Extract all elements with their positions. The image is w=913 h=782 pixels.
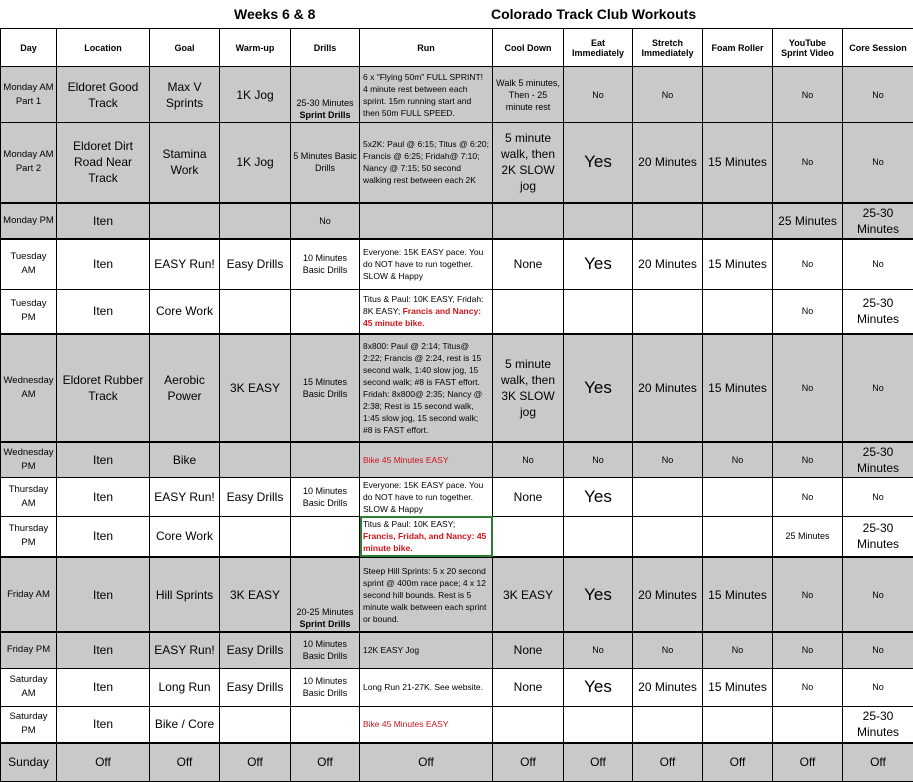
core-cell[interactable]: 25-30 Minutes: [843, 442, 913, 478]
run-cell[interactable]: [360, 557, 493, 632]
goal-cell[interactable]: Bike / Core: [150, 706, 220, 743]
drills-text: 10 Minutes Basic Drills: [302, 485, 348, 508]
drills-cell[interactable]: [291, 668, 360, 706]
table-row: [1, 290, 913, 334]
goal-cell[interactable]: Max V Sprints: [150, 67, 220, 123]
location-cell[interactable]: Iten: [57, 290, 150, 334]
drills-text: No: [319, 215, 331, 226]
eat-cell[interactable]: Yes: [564, 123, 633, 203]
run-cell[interactable]: [360, 632, 493, 668]
table-row: [1, 743, 913, 781]
warmup-cell[interactable]: 1K Jog: [220, 123, 291, 203]
stretch-cell[interactable]: Off: [633, 743, 703, 781]
header-eat[interactable]: Eat Immediately: [564, 29, 633, 67]
run-cell[interactable]: [360, 706, 493, 743]
run-text: Everyone: 15K EASY pace. You do NOT have to run together. SLOW & Happy: [363, 479, 484, 514]
warmup-cell[interactable]: Easy Drills: [220, 477, 291, 516]
eat-cell[interactable]: No: [564, 442, 633, 478]
drills-text: 20-25 Minutes: [296, 607, 354, 617]
table-row: [1, 477, 913, 516]
cooldown-cell[interactable]: [493, 516, 564, 557]
header-foam-roller[interactable]: Foam Roller: [703, 29, 773, 67]
run-cell[interactable]: [360, 442, 493, 478]
header-day[interactable]: Day: [1, 29, 57, 67]
eat-cell[interactable]: Yes: [564, 557, 633, 632]
warmup-cell[interactable]: [220, 203, 291, 239]
foam-roller-cell[interactable]: [703, 516, 773, 557]
foam-roller-cell[interactable]: [703, 706, 773, 743]
run-text: 12K EASY Jog: [363, 645, 420, 656]
foam-roller-cell[interactable]: 15 Minutes: [703, 557, 773, 632]
drills-text: 15 Minutes Basic Drills: [302, 376, 348, 399]
location-cell[interactable]: Eldoret Rubber Track: [57, 334, 150, 442]
stretch-cell[interactable]: 20 Minutes: [633, 668, 703, 706]
stretch-cell[interactable]: No: [633, 67, 703, 123]
cooldown-cell[interactable]: 5 minute walk, then 2K SLOW jog: [493, 123, 564, 203]
stretch-cell[interactable]: 20 Minutes: [633, 557, 703, 632]
cooldown-cell[interactable]: No: [493, 442, 564, 478]
foam-roller-cell[interactable]: 15 Minutes: [703, 239, 773, 290]
goal-cell[interactable]: [150, 203, 220, 239]
table-row: [1, 516, 913, 557]
warmup-cell[interactable]: [220, 290, 291, 334]
goal-cell[interactable]: Aerobic Power: [150, 334, 220, 442]
location-cell[interactable]: Iten: [57, 668, 150, 706]
stretch-cell[interactable]: [633, 290, 703, 334]
run-cell[interactable]: [360, 743, 493, 781]
drills-text: 10 Minutes Basic Drills: [302, 639, 348, 662]
club-title: Colorado Track Club Workouts: [491, 6, 697, 22]
core-cell[interactable]: No: [843, 668, 913, 706]
foam-roller-cell[interactable]: [703, 290, 773, 334]
run-highlight-text: Bike 45 Minutes EASY: [363, 454, 449, 465]
location-cell[interactable]: Off: [57, 743, 150, 781]
day-cell[interactable]: Wednesday PM: [1, 442, 57, 478]
core-cell[interactable]: No: [843, 477, 913, 516]
foam-roller-cell[interactable]: 15 Minutes: [703, 334, 773, 442]
eat-cell[interactable]: Yes: [564, 334, 633, 442]
drills-cell[interactable]: [291, 477, 360, 516]
drills-cell[interactable]: [291, 557, 360, 632]
header-core[interactable]: Core Session: [843, 29, 913, 67]
location-cell[interactable]: Iten: [57, 557, 150, 632]
cooldown-cell[interactable]: Off: [493, 743, 564, 781]
warmup-cell[interactable]: Easy Drills: [220, 668, 291, 706]
day-cell[interactable]: Thursday PM: [1, 516, 57, 557]
location-cell[interactable]: Eldoret Dirt Road Near Track: [57, 123, 150, 203]
eat-cell[interactable]: [564, 290, 633, 334]
run-highlight-text: Francis, Fridah, and Nancy: 45 minute bike.: [363, 531, 487, 554]
youtube-cell[interactable]: 25 Minutes: [773, 516, 843, 557]
run-text: 5x2K: Paul @ 6:15; Titus @ 6:20; Francis @ 6:25; Fridah@ 7:10; Nancy @ 7:15; 50 second walking rest between each 2K: [363, 139, 489, 186]
table-row: [1, 67, 913, 123]
core-cell[interactable]: 25-30 Minutes: [843, 290, 913, 334]
day-cell[interactable]: Tuesday PM: [1, 290, 57, 334]
location-cell[interactable]: Iten: [57, 203, 150, 239]
warmup-cell[interactable]: [220, 516, 291, 557]
drills-cell[interactable]: [291, 123, 360, 203]
run-cell[interactable]: [360, 239, 493, 290]
drills-text: 25-30 Minutes: [296, 98, 354, 108]
header-location[interactable]: Location: [57, 29, 150, 67]
table-row: [1, 557, 913, 632]
cooldown-cell[interactable]: None: [493, 668, 564, 706]
run-text: 6 x "Flying 50m" FULL SPRINT! 4 minute rest between each sprint. 15m running start and then 50m FULL SPEED.: [363, 71, 484, 118]
location-cell[interactable]: Iten: [57, 442, 150, 478]
stretch-cell[interactable]: [633, 706, 703, 743]
drills-text: 10 Minutes Basic Drills: [302, 253, 348, 276]
run-highlight-text: Bike 45 Minutes EASY: [363, 719, 449, 730]
cooldown-cell[interactable]: [493, 203, 564, 239]
warmup-cell[interactable]: 1K Jog: [220, 67, 291, 123]
drills-cell[interactable]: [291, 334, 360, 442]
table-row: [1, 123, 913, 203]
youtube-cell[interactable]: Off: [773, 743, 843, 781]
goal-cell[interactable]: EASY Run!: [150, 477, 220, 516]
table-row: [1, 334, 913, 442]
core-cell[interactable]: No: [843, 123, 913, 203]
run-text: Steep Hill Sprints: 5 x 20 second sprint @ 400m race pace; 4 x 12 second hill bounds. Rest is 5 minute walk between each sprint or bound.: [363, 565, 487, 624]
location-cell[interactable]: Iten: [57, 706, 150, 743]
youtube-cell[interactable]: [773, 706, 843, 743]
location-cell[interactable]: Iten: [57, 239, 150, 290]
core-cell[interactable]: No: [843, 632, 913, 668]
youtube-cell[interactable]: No: [773, 442, 843, 478]
header-goal[interactable]: Goal: [150, 29, 220, 67]
stretch-cell[interactable]: [633, 516, 703, 557]
day-cell[interactable]: Friday AM: [1, 557, 57, 632]
youtube-cell[interactable]: No: [773, 632, 843, 668]
warmup-cell[interactable]: Easy Drills: [220, 239, 291, 290]
drills-text: Off: [317, 755, 333, 770]
day-cell[interactable]: Sunday: [1, 743, 57, 781]
day-cell[interactable]: Monday PM: [1, 203, 57, 239]
day-cell[interactable]: Monday AM Part 1: [1, 67, 57, 123]
youtube-cell[interactable]: 25 Minutes: [773, 203, 843, 239]
table-row: [1, 706, 913, 743]
stretch-cell[interactable]: 20 Minutes: [633, 334, 703, 442]
run-text: Everyone: 15K EASY pace. You do NOT have to run together. SLOW & Happy: [363, 247, 484, 282]
run-text: Titus & Paul: 10K EASY;: [363, 519, 456, 530]
drills-type-text: Sprint Drills: [299, 619, 351, 629]
core-cell[interactable]: No: [843, 557, 913, 632]
core-cell[interactable]: Off: [843, 743, 913, 781]
run-text: Off: [418, 755, 434, 770]
drills-cell[interactable]: [291, 516, 360, 557]
core-cell[interactable]: 25-30 Minutes: [843, 516, 913, 557]
run-cell[interactable]: [360, 123, 493, 203]
stretch-cell[interactable]: No: [633, 632, 703, 668]
table-row: [1, 239, 913, 290]
day-cell[interactable]: Saturday AM: [1, 668, 57, 706]
warmup-cell[interactable]: Off: [220, 743, 291, 781]
core-cell[interactable]: 25-30 Minutes: [843, 706, 913, 743]
drills-cell[interactable]: [291, 706, 360, 743]
goal-cell[interactable]: EASY Run!: [150, 632, 220, 668]
goal-cell[interactable]: Off: [150, 743, 220, 781]
table-row: [1, 668, 913, 706]
youtube-cell[interactable]: No: [773, 239, 843, 290]
location-cell[interactable]: Iten: [57, 516, 150, 557]
foam-roller-cell[interactable]: 15 Minutes: [703, 123, 773, 203]
drills-text: 10 Minutes Basic Drills: [302, 676, 348, 698]
eat-cell[interactable]: Yes: [564, 239, 633, 290]
warmup-cell[interactable]: 3K EASY: [220, 557, 291, 632]
cooldown-cell[interactable]: None: [493, 239, 564, 290]
header-stretch[interactable]: Stretch Immediately: [633, 29, 703, 67]
drills-cell[interactable]: [291, 67, 360, 123]
youtube-cell[interactable]: No: [773, 290, 843, 334]
drills-cell[interactable]: [291, 743, 360, 781]
run-cell[interactable]: [360, 668, 493, 706]
foam-roller-cell[interactable]: [703, 203, 773, 239]
header-row: [1, 29, 913, 67]
foam-roller-cell[interactable]: [703, 67, 773, 123]
day-cell[interactable]: Tuesday AM: [1, 239, 57, 290]
cooldown-cell[interactable]: None: [493, 632, 564, 668]
stretch-cell[interactable]: 20 Minutes: [633, 239, 703, 290]
goal-cell[interactable]: Stamina Work: [150, 123, 220, 203]
drills-cell[interactable]: [291, 290, 360, 334]
core-cell[interactable]: No: [843, 334, 913, 442]
run-cell[interactable]: [360, 334, 493, 442]
drills-cell[interactable]: [291, 203, 360, 239]
title-row: [0, 0, 913, 28]
foam-roller-cell[interactable]: [703, 477, 773, 516]
header-youtube[interactable]: YouTube Sprint Video: [773, 29, 843, 67]
day-cell[interactable]: Wednesday AM: [1, 334, 57, 442]
header-warmup[interactable]: Warm-up: [220, 29, 291, 67]
eat-cell[interactable]: [564, 203, 633, 239]
cooldown-cell[interactable]: 5 minute walk, then 3K SLOW jog: [493, 334, 564, 442]
youtube-cell[interactable]: No: [773, 477, 843, 516]
run-cell[interactable]: [360, 516, 493, 557]
day-cell[interactable]: Saturday PM: [1, 706, 57, 743]
stretch-cell[interactable]: [633, 203, 703, 239]
table-row: [1, 203, 913, 239]
youtube-cell[interactable]: No: [773, 557, 843, 632]
eat-cell[interactable]: Off: [564, 743, 633, 781]
drills-cell[interactable]: [291, 632, 360, 668]
cooldown-cell[interactable]: 3K EASY: [493, 557, 564, 632]
stretch-cell[interactable]: [633, 477, 703, 516]
foam-roller-cell[interactable]: No: [703, 442, 773, 478]
youtube-cell[interactable]: No: [773, 334, 843, 442]
cooldown-cell[interactable]: None: [493, 477, 564, 516]
eat-cell[interactable]: No: [564, 632, 633, 668]
foam-roller-cell[interactable]: No: [703, 632, 773, 668]
youtube-cell[interactable]: No: [773, 123, 843, 203]
run-text: Long Run 21-27K. See website.: [363, 682, 484, 692]
day-cell[interactable]: Monday AM Part 2: [1, 123, 57, 203]
run-text: 8x800: Paul @ 2:14; Titus@ 2:22; Francis @ 2:24, rest is 15 second walk, 1:40 slow jog, 15 second walk; #8 is FAST effort. Fridah: 8x800@ 2:35; Nancy @ 2:38; Rest is 15 second walk, 1:45 slow jog, 15 second walk; #8 is FAST effort.: [363, 340, 483, 435]
drills-text: 5 Minutes Basic Drills: [293, 151, 357, 174]
location-cell[interactable]: Iten: [57, 632, 150, 668]
eat-cell[interactable]: Yes: [564, 668, 633, 706]
goal-cell[interactable]: Core Work: [150, 516, 220, 557]
youtube-cell[interactable]: No: [773, 67, 843, 123]
eat-cell[interactable]: Yes: [564, 477, 633, 516]
header-run[interactable]: Run: [360, 29, 493, 67]
warmup-cell[interactable]: Easy Drills: [220, 632, 291, 668]
warmup-cell[interactable]: [220, 706, 291, 743]
table-row: [1, 632, 913, 668]
stretch-cell[interactable]: 20 Minutes: [633, 123, 703, 203]
run-highlight-text: Francis and Nancy: 45 minute bike.: [363, 306, 482, 329]
core-cell[interactable]: No: [843, 239, 913, 290]
table-body: [1, 67, 913, 782]
warmup-cell[interactable]: 3K EASY: [220, 334, 291, 442]
day-cell[interactable]: Friday PM: [1, 632, 57, 668]
day-cell[interactable]: Thursday AM: [1, 477, 57, 516]
drills-cell[interactable]: [291, 442, 360, 478]
header-drills[interactable]: Drills: [291, 29, 360, 67]
cooldown-cell[interactable]: Walk 5 minutes, Then - 25 minute rest: [493, 67, 564, 123]
run-cell[interactable]: [360, 67, 493, 123]
drills-type-text: Sprint Drills: [299, 110, 351, 120]
weeks-title: Weeks 6 & 8: [234, 6, 316, 22]
workout-table: [0, 28, 913, 782]
location-cell[interactable]: Eldoret Good Track: [57, 67, 150, 123]
core-cell[interactable]: No: [843, 67, 913, 123]
foam-roller-cell[interactable]: 15 Minutes: [703, 668, 773, 706]
table-row: [1, 442, 913, 478]
header-cooldown[interactable]: Cool Down: [493, 29, 564, 67]
goal-cell[interactable]: EASY Run!: [150, 239, 220, 290]
youtube-cell[interactable]: No: [773, 668, 843, 706]
run-text: Titus & Paul: 10K EASY, Fridah: 8K EASY;: [363, 294, 484, 317]
stretch-cell[interactable]: No: [633, 442, 703, 478]
run-cell[interactable]: [360, 290, 493, 334]
goal-cell[interactable]: Long Run: [150, 668, 220, 706]
goal-cell[interactable]: Bike: [150, 442, 220, 478]
warmup-cell[interactable]: [220, 442, 291, 478]
run-cell[interactable]: [360, 203, 493, 239]
eat-cell[interactable]: [564, 706, 633, 743]
run-cell[interactable]: [360, 477, 493, 516]
core-cell[interactable]: 25-30 Minutes: [843, 203, 913, 239]
foam-roller-cell[interactable]: Off: [703, 743, 773, 781]
location-cell[interactable]: Iten: [57, 477, 150, 516]
eat-cell[interactable]: [564, 516, 633, 557]
goal-cell[interactable]: Core Work: [150, 290, 220, 334]
eat-cell[interactable]: No: [564, 67, 633, 123]
cooldown-cell[interactable]: [493, 706, 564, 743]
cooldown-cell[interactable]: [493, 290, 564, 334]
goal-cell[interactable]: Hill Sprints: [150, 557, 220, 632]
drills-cell[interactable]: [291, 239, 360, 290]
